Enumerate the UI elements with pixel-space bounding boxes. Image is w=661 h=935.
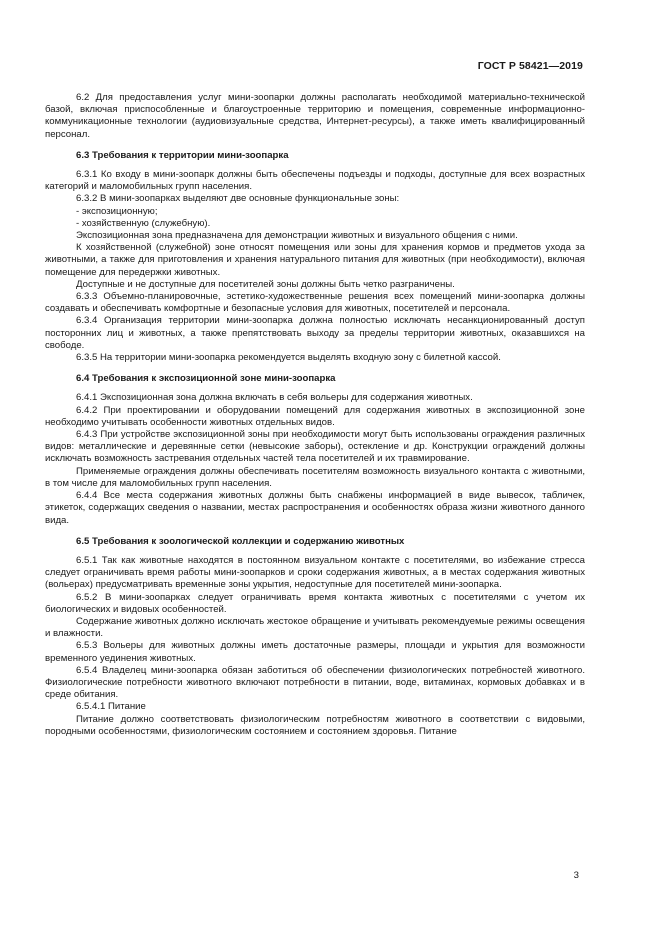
paragraph-6-5-3: 6.5.3 Вольеры для животных должны иметь достаточные размеры, площади и укрытия для возможности временного уединения животных. xyxy=(45,640,585,664)
paragraph-6-5-1: 6.5.1 Так как животные находятся в постоянном визуальном контакте с посетителями, во избежание стресса следует ограничивать время работы мини-зоопарков и сроки содержания животных, а в местах содержания животных (вольерах) предусматривать временные зоны укрытия, недоступные для посетителей мини-зоопарка. xyxy=(45,554,585,591)
paragraph-service-zone: К хозяйственной (служебной) зоне относят помещения или зоны для хранения кормов и предметов ухода за животными, а также для приготовления и хранения натурального питания для животных (при необходимости), включая помещение для передержки животных. xyxy=(45,242,585,278)
paragraph-keeping-conditions: Содержание животных должно исключать жестокое обращение и учитывать рекомендуемые режимы освещения и влажности. xyxy=(45,615,585,640)
paragraph-6-4-2: 6.4.2 При проектировании и оборудовании помещений для содержания животных в экспозиционной зоне необходимо учитывать особенности животных отдельных видов. xyxy=(45,404,585,428)
subheading-6-5-4-1: 6.5.4.1 Питание xyxy=(76,701,146,713)
document-body xyxy=(45,92,585,738)
paragraph-6-3-2: 6.3.2 В мини-зоопарках выделяют две основные функциональные зоны: xyxy=(76,193,400,205)
section-heading-6-4: 6.4 Требования к экспозиционной зоне мини-зоопарка xyxy=(76,373,336,385)
paragraph-fences-contact: Применяемые ограждения должны обеспечивать посетителям возможность визуального контакта с животными, в том числе для маломобильных групп населения. xyxy=(45,465,585,489)
paragraph-nutrition: Питание должно соответствовать физиологическим потребностям животного в соответствии с видовыми, породными особенностями, физиологическим состоянием и состоянием здоровья. Питание xyxy=(45,713,585,737)
list-item-service: - хозяйственную (служебную). xyxy=(76,217,211,229)
paragraph-6-5-2: 6.5.2 В мини-зоопарках следует ограничивать время контакта животных с посетителями с учетом их биологических и видовых особенностей. xyxy=(45,591,585,615)
paragraph-6-2: 6.2 Для предоставления услуг мини-зоопарки должны располагать необходимой материально-технической базой, включая приспособленные и благоустроенные территорию и помещения, современные информационно-коммуникационные технологии (аудиовизуальные средства, Интернет-ресурсы), а также иметь квалифицированный персонал. xyxy=(45,92,585,140)
section-heading-6-5: 6.5 Требования к зоологической коллекции и содержанию животных xyxy=(76,535,405,547)
paragraph-exposition-zone: Экспозиционная зона предназначена для демонстрации животных и визуального общения с ними. xyxy=(76,230,518,242)
paragraph-6-4-3: 6.4.3 При устройстве экспозиционной зоны при необходимости могут быть использованы ограждения различных видов: металлические и деревянные сетки (невысокие заборы), остекление и др. Конструкции ограждений должны исключать возможность застревания отдельных частей тела посетителей и их травмирование. xyxy=(45,429,585,465)
paragraph-6-4-4: 6.4.4 Все места содержания животных должны быть снабжены информацией в виде вывесок, табличек, этикеток, содержащих сведения о названии, местах распространения и особенностях образа жизни животного данного вида. xyxy=(45,490,585,526)
list-item-exposition: - экспозиционную; xyxy=(76,205,158,217)
paragraph-6-4-1: 6.4.1 Экспозиционная зона должна включать в себя вольеры для содержания животных. xyxy=(76,392,473,404)
page-number: 3 xyxy=(573,870,579,881)
paragraph-6-3-5: 6.3.5 На территории мини-зоопарка рекомендуется выделять входную зону с билетной кассой. xyxy=(76,352,501,364)
paragraph-6-3-3: 6.3.3 Объемно-планировочные, эстетико-художественные решения всех помещений мини-зоопарка должны создавать и обеспечивать комфортные и безопасные условия для животных, посетителей и персонала. xyxy=(45,291,585,315)
paragraph-6-3-1: 6.3.1 Ко входу в мини-зоопарк должны быть обеспечены подъезды и подходы, доступные для всех возрастных категорий и маломобильных групп населения. xyxy=(45,169,585,193)
paragraph-6-3-4: 6.3.4 Организация территории мини-зоопарка должна полностью исключать несанкционированный доступ посторонних лиц и животных, а также препятствовать выходу за пределы территории животных, оказавшихся на свободе. xyxy=(45,315,585,351)
paragraph-zone-separation: Доступные и не доступные для посетителей зоны должны быть четко разграничены. xyxy=(76,278,455,290)
document-number-header: ГОСТ Р 58421—2019 xyxy=(477,60,583,72)
paragraph-6-5-4: 6.5.4 Владелец мини-зоопарка обязан заботиться об обеспечении физиологических потребностей животного. Физиологические потребности животного включают потребности в питании, воде, витаминах, кормовых добавках и в среде обитания. xyxy=(45,664,585,701)
section-heading-6-3: 6.3 Требования к территории мини-зоопарка xyxy=(76,149,289,161)
